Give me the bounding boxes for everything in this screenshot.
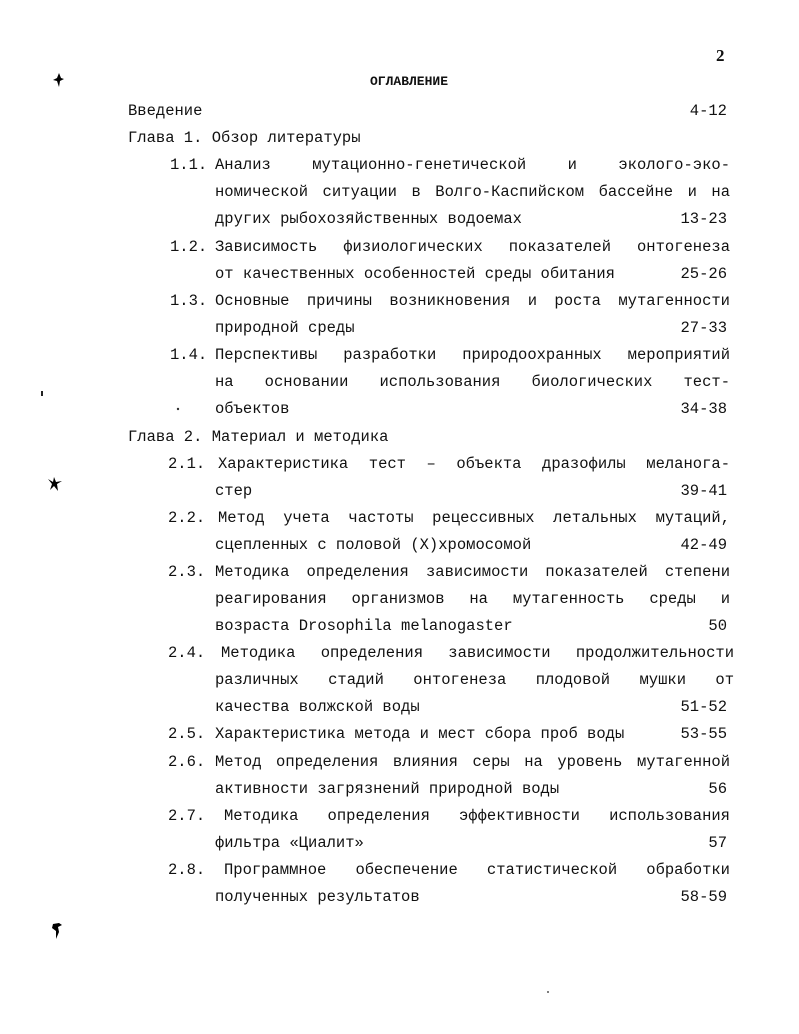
toc-item-number: 2.7. [168,807,206,825]
toc-item-number: 1.3. [170,292,208,310]
toc-item-text: Метод учета частоты рецессивных летальных мутаций, [218,509,730,527]
toc-item-text: других рыбохозяйственных водоемах [215,210,522,228]
toc-item-text: активности загрязнений природной воды [215,780,560,798]
toc-item-pages: 56 [708,780,727,798]
toc-item-pages: 42-49 [680,536,727,554]
toc-item-number: 2.8. [168,861,206,879]
toc-item-text: Основные причины возникновения и роста мутагенности [215,292,730,310]
toc-item-number: 2.6. [168,753,206,771]
toc-item-pages: 39-41 [680,482,727,500]
toc-item-text: фильтра «Циалит» [215,834,364,852]
toc-item-number: 2.4. [168,644,206,662]
scan-dot-icon [546,990,550,994]
toc-item-text: Анализ мутационно-генетической и эколого-эко- [215,156,730,174]
scan-mark-icon [50,920,64,940]
toc-heading: ОГЛАВЛЕНИЕ [370,74,449,89]
toc-item-number: 1.4. [170,346,208,364]
toc-item-text: объектов [215,400,290,418]
toc-item-text: стер [215,482,253,500]
toc-item-text: Методика определения зависимости продолжительности [221,644,734,662]
scan-dot-icon [176,407,180,411]
toc-item-text: сцепленных с половой (X)хромосомой [215,536,532,554]
toc-item-text: природной среды [215,319,355,337]
toc-item-pages: 58-59 [680,888,727,906]
toc-item-text: Метод определения влияния серы на уровень мутагенной [215,753,730,771]
toc-item-text: Зависимость физиологических показателей онтогенеза [215,238,730,256]
toc-item-text: Характеристика тест – объекта дразофилы меланога- [218,455,730,473]
toc-item-text: качества волжской воды [215,698,420,716]
toc-item-number: 2.2. [168,509,206,527]
toc-item-number: 2.1. [168,455,206,473]
toc-item-text: реагирования организмов на мутагенность среды и [215,590,730,608]
toc-item-text: Программное обеспечение статистической обработки [224,861,730,879]
toc-item-text: полученных результатов [215,888,420,906]
toc-item-pages: 50 [708,617,727,635]
toc-item-number: 1.2. [170,238,208,256]
toc-item-pages: 27-33 [680,319,727,337]
chapter-2-title: Глава 2. Материал и методика [128,428,389,446]
toc-intro-label: Введение [128,102,203,120]
toc-item-pages: 13-23 [680,210,727,228]
toc-item-text: на основании использования биологических тест- [215,373,730,391]
scan-mark-icon [52,72,66,88]
toc-item-pages: 53-55 [680,725,727,743]
toc-item-text: Методика определения эффективности использования [224,807,730,825]
toc-item-number: 2.3. [168,563,206,581]
toc-item-number: 2.5. [168,725,206,743]
toc-item-text: Методика определения зависимости показателей степени [215,563,730,581]
toc-item-pages: 51-52 [680,698,727,716]
chapter-1-title: Глава 1. Обзор литературы [128,129,361,147]
page-number: 2 [716,46,725,65]
toc-item-number: 1.1. [170,156,208,174]
toc-item-text: Перспективы разработки природоохранных мероприятий [215,346,730,364]
scan-dot-icon [40,390,45,398]
toc-item-text: различных стадий онтогенеза плодовой мушки от [215,671,734,689]
scan-mark-icon [46,476,64,494]
toc-item-pages: 57 [708,834,727,852]
toc-item-text: возраста Drosophila melanogaster [215,617,513,635]
toc-item-pages: 25-26 [680,265,727,283]
toc-item-text: от качественных особенностей среды обитания [215,265,615,283]
toc-item-text: Характеристика метода и мест сбора проб воды [215,725,625,743]
toc-intro-pages: 4-12 [689,102,727,120]
toc-item-text: номической ситуации в Волго-Каспийском бассейне и на [215,183,730,201]
toc-item-pages: 34-38 [680,400,727,418]
